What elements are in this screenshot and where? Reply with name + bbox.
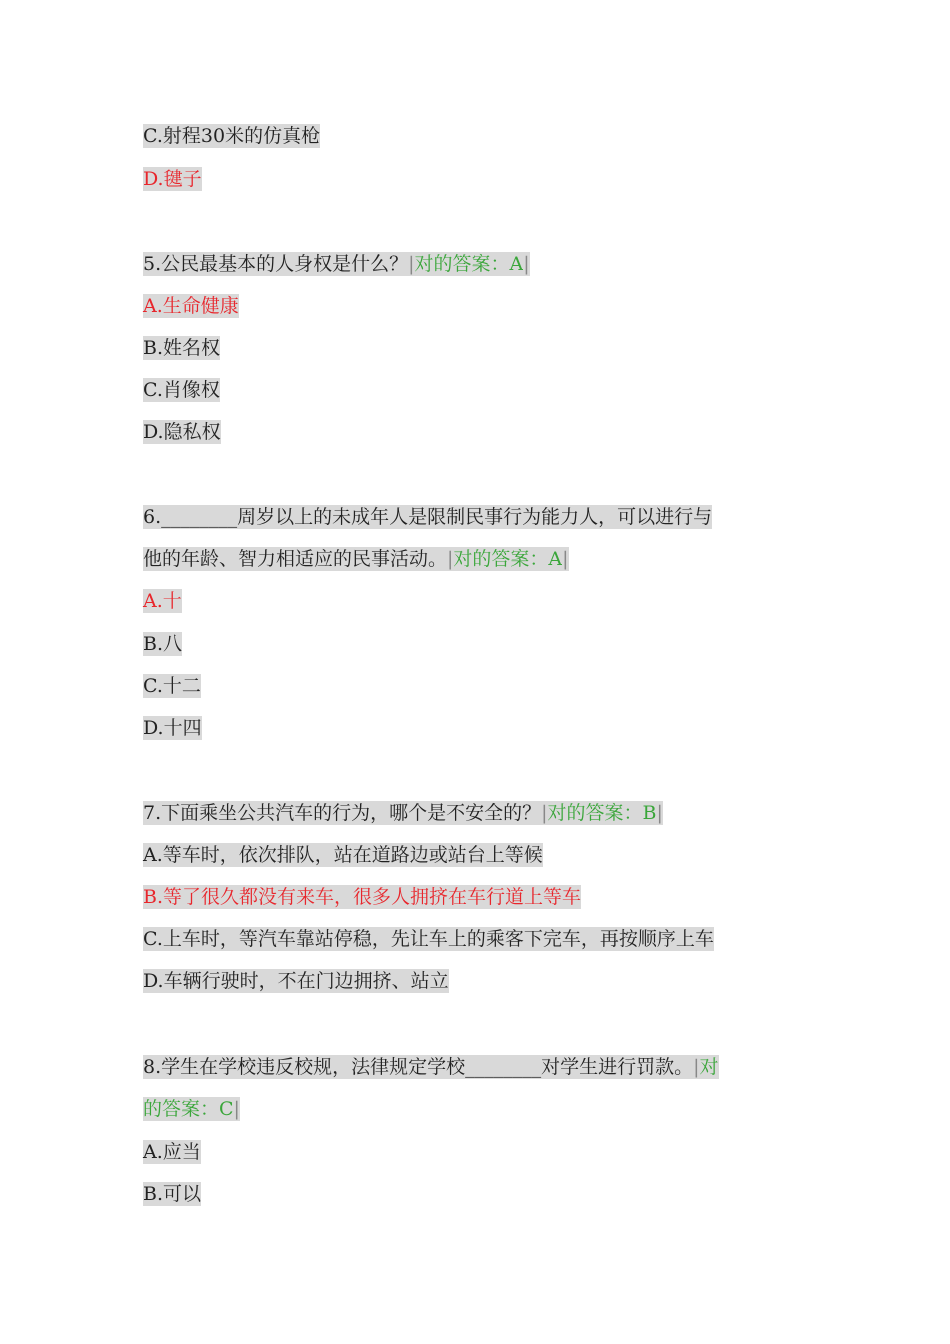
q6-option-a: A.十 — [143, 590, 182, 612]
q7-option-b: B.等了很久都没有来车，很多人拥挤在车行道上等车 — [143, 886, 582, 908]
q7-question-text: 7.下面乘坐公共汽车的行为，哪个是不安全的？ — [143, 802, 542, 824]
q6-question-text: 他的年龄、智力相适应的民事活动。 — [143, 548, 448, 570]
q8-question-line1: 8.学生在学校违反校规，法律规定学校________对学生进行罚款。|对 — [143, 1056, 719, 1078]
q7-question: 7.下面乘坐公共汽车的行为，哪个是不安全的？|对的答案：B| — [143, 802, 663, 824]
q5-option-c: C.肖像权 — [143, 379, 220, 401]
q7-option-d: D.车辆行驶时，不在门边拥挤、站立 — [143, 970, 449, 992]
q6-option-b: B.八 — [143, 633, 183, 655]
q6-option-c: C.十二 — [143, 675, 201, 697]
q8-answer: 的答案：C — [143, 1098, 234, 1120]
q6-option-d: D.十四 — [143, 717, 202, 739]
q5-option-d: D.隐私权 — [143, 421, 221, 443]
q6-question-line2: 他的年龄、智力相适应的民事活动。|对的答案：A| — [143, 548, 569, 570]
q8-option-a: A.应当 — [143, 1141, 201, 1163]
q6-answer: 对的答案：A — [453, 548, 563, 570]
q4-option-d: D.毽子 — [143, 168, 202, 190]
q7-option-c: C.上车时，等汽车靠站停稳，先让车上的乘客下完车，再按顺序上车 — [143, 928, 714, 950]
q7-option-a: A.等车时，依次排队，站在道路边或站台上等候 — [143, 844, 543, 866]
q5-question: 5.公民最基本的人身权是什么？|对的答案：A| — [143, 253, 530, 275]
q8-question-text: 8.学生在学校违反校规，法律规定学校________对学生进行罚款。 — [143, 1056, 694, 1078]
q5-option-a: A.生命健康 — [143, 295, 239, 317]
q7-answer: 对的答案：B — [547, 802, 657, 824]
q5-option-b: B.姓名权 — [143, 337, 221, 359]
q8-option-b: B.可以 — [143, 1183, 202, 1205]
q8-answer-line: 的答案：C| — [143, 1098, 240, 1120]
q4-option-c: C.射程30米的仿真枪 — [143, 125, 321, 147]
q5-answer: 对的答案：A — [414, 253, 524, 275]
q5-question-text: 5.公民最基本的人身权是什么？ — [143, 253, 409, 275]
q6-question-line1: 6.________周岁以上的未成年人是限制民事行为能力人，可以进行与 — [143, 506, 713, 528]
